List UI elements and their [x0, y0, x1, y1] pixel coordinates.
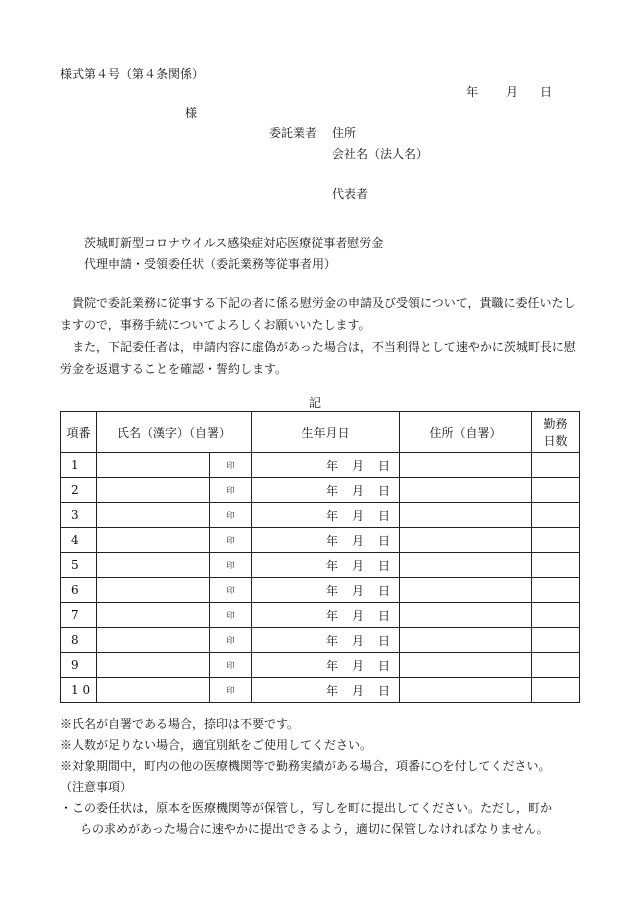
body-paragraph-1: 貴院で委託業務に従事する下記の者に係る慰労金の申請及び受領について，貴職に委任いたしますので，事務手続についてよろしくお願いいたします。: [60, 296, 576, 332]
work-days-cell[interactable]: [532, 453, 580, 478]
note-signature: ※氏名が自署である場合，捺印は不要です。: [60, 717, 300, 731]
seal-mark: 印: [210, 678, 252, 703]
name-signature-cell[interactable]: [97, 453, 210, 478]
contractor-representative-label: 代表者: [332, 187, 369, 201]
table-header-row: [61, 412, 580, 453]
contractor-company-label: 会社名（法人名）: [332, 147, 429, 161]
row-number: 1: [61, 453, 97, 478]
date-of-birth-cell[interactable]: 年 月 日: [252, 578, 400, 603]
seal-mark: 印: [210, 603, 252, 628]
work-days-cell[interactable]: [532, 503, 580, 528]
date-of-birth-cell[interactable]: 年 月 日: [252, 678, 400, 703]
table-row: [61, 528, 580, 553]
header-work-days: [532, 412, 580, 453]
table-row: [61, 653, 580, 678]
date-of-birth-cell[interactable]: 年 月 日: [252, 478, 400, 503]
name-signature-cell[interactable]: [97, 478, 210, 503]
name-signature-cell[interactable]: [97, 578, 210, 603]
address-signature-cell[interactable]: [400, 603, 532, 628]
address-signature-cell[interactable]: [400, 478, 532, 503]
seal-mark: 印: [210, 578, 252, 603]
seal-mark: 印: [210, 653, 252, 678]
row-number: 6: [61, 578, 97, 603]
address-signature-cell[interactable]: [400, 453, 532, 478]
table-row: [61, 628, 580, 653]
row-number: 8: [61, 628, 97, 653]
header-item-number: 項番: [61, 412, 97, 453]
row-number: 3: [61, 503, 97, 528]
address-signature-cell[interactable]: [400, 578, 532, 603]
seal-mark: 印: [210, 628, 252, 653]
notes-section: [60, 714, 552, 840]
row-number: 5: [61, 553, 97, 578]
name-signature-cell[interactable]: [97, 653, 210, 678]
contractor-address-label: 住所: [332, 126, 357, 140]
date-year-label: 年: [466, 85, 479, 99]
row-number: 2: [61, 478, 97, 503]
table-row: [61, 503, 580, 528]
seal-mark: 印: [210, 453, 252, 478]
date-month-label: 月: [506, 85, 519, 99]
work-days-cell[interactable]: [532, 578, 580, 603]
addressee-suffix: 様: [185, 106, 198, 120]
work-days-cell[interactable]: [532, 628, 580, 653]
seal-mark: 印: [210, 553, 252, 578]
name-signature-cell[interactable]: [97, 503, 210, 528]
work-days-cell[interactable]: [532, 528, 580, 553]
date-of-birth-cell[interactable]: 年 月 日: [252, 628, 400, 653]
work-days-cell[interactable]: [532, 603, 580, 628]
address-signature-cell[interactable]: [400, 528, 532, 553]
date-of-birth-cell[interactable]: 年 月 日: [252, 528, 400, 553]
table-row: [61, 553, 580, 578]
address-signature-cell[interactable]: [400, 653, 532, 678]
header-address: 住所（自署）: [400, 412, 532, 453]
table-row: [61, 603, 580, 628]
address-signature-cell[interactable]: [400, 503, 532, 528]
address-signature-cell[interactable]: [400, 553, 532, 578]
name-signature-cell[interactable]: [97, 678, 210, 703]
document-title-line1: 茨城町新型コロナウイルス感染症対応医療従事者慰労金: [84, 236, 384, 250]
row-number: 7: [61, 603, 97, 628]
form-number: 様式第４号（第４条関係）: [60, 67, 205, 81]
header-work-days-line1: 勤務: [543, 417, 568, 431]
work-days-cell[interactable]: [532, 678, 580, 703]
row-number: 1 0: [61, 678, 97, 703]
header-work-days-line2: 日数: [543, 434, 568, 448]
ki-label: 記: [309, 396, 322, 410]
date-of-birth-cell[interactable]: 年 月 日: [252, 553, 400, 578]
work-days-cell[interactable]: [532, 553, 580, 578]
delegate-table: [60, 411, 580, 703]
note-other-facility: ※対象期間中，町内の他の医療機関等で勤務実績がある場合，項番に○を付してください。: [60, 759, 551, 773]
table-row: [61, 678, 580, 703]
caution-line-2: らの求めがあった場合に速やかに提出できるよう，適切に保管しなければなりません。: [80, 822, 549, 836]
seal-mark: 印: [210, 478, 252, 503]
name-signature-cell[interactable]: [97, 553, 210, 578]
table-row: [61, 578, 580, 603]
seal-mark: 印: [210, 528, 252, 553]
date-of-birth-cell[interactable]: 年 月 日: [252, 603, 400, 628]
name-signature-cell[interactable]: [97, 628, 210, 653]
note-extra-sheet: ※人数が足りない場合，適宜別紙をご使用してください。: [60, 738, 373, 752]
work-days-cell[interactable]: [532, 653, 580, 678]
name-signature-cell[interactable]: [97, 528, 210, 553]
date-day-label: 日: [540, 85, 553, 99]
row-number: 9: [61, 653, 97, 678]
address-signature-cell[interactable]: [400, 678, 532, 703]
seal-mark: 印: [210, 503, 252, 528]
caution-line-1: ・この委任状は，原本を医療機関等が保管し，写しを町に提出してください。ただし，町か: [60, 801, 553, 815]
name-signature-cell[interactable]: [97, 603, 210, 628]
date-of-birth-cell[interactable]: 年 月 日: [252, 503, 400, 528]
document-title-line2: 代理申請・受領委任状（委託業務等従事者用）: [84, 257, 337, 271]
address-signature-cell[interactable]: [400, 628, 532, 653]
header-date-of-birth: 生年月日: [252, 412, 400, 453]
contractor-label: 委託業者: [269, 126, 318, 140]
row-number: 4: [61, 528, 97, 553]
body-paragraph-2: また，下記委任者は，申請内容に虚偽があった場合は，不当利得として速やかに茨城町長に慰労金を返還することを確認・誓約します。: [60, 340, 576, 376]
date-of-birth-cell[interactable]: 年 月 日: [252, 653, 400, 678]
header-name: 氏名（漢字）（自署）: [97, 412, 252, 453]
caution-heading: （注意事項）: [60, 780, 133, 794]
work-days-cell[interactable]: [532, 478, 580, 503]
delegate-table-body: [61, 412, 580, 703]
date-of-birth-cell[interactable]: 年 月 日: [252, 453, 400, 478]
table-row: [61, 478, 580, 503]
table-row: [61, 453, 580, 478]
